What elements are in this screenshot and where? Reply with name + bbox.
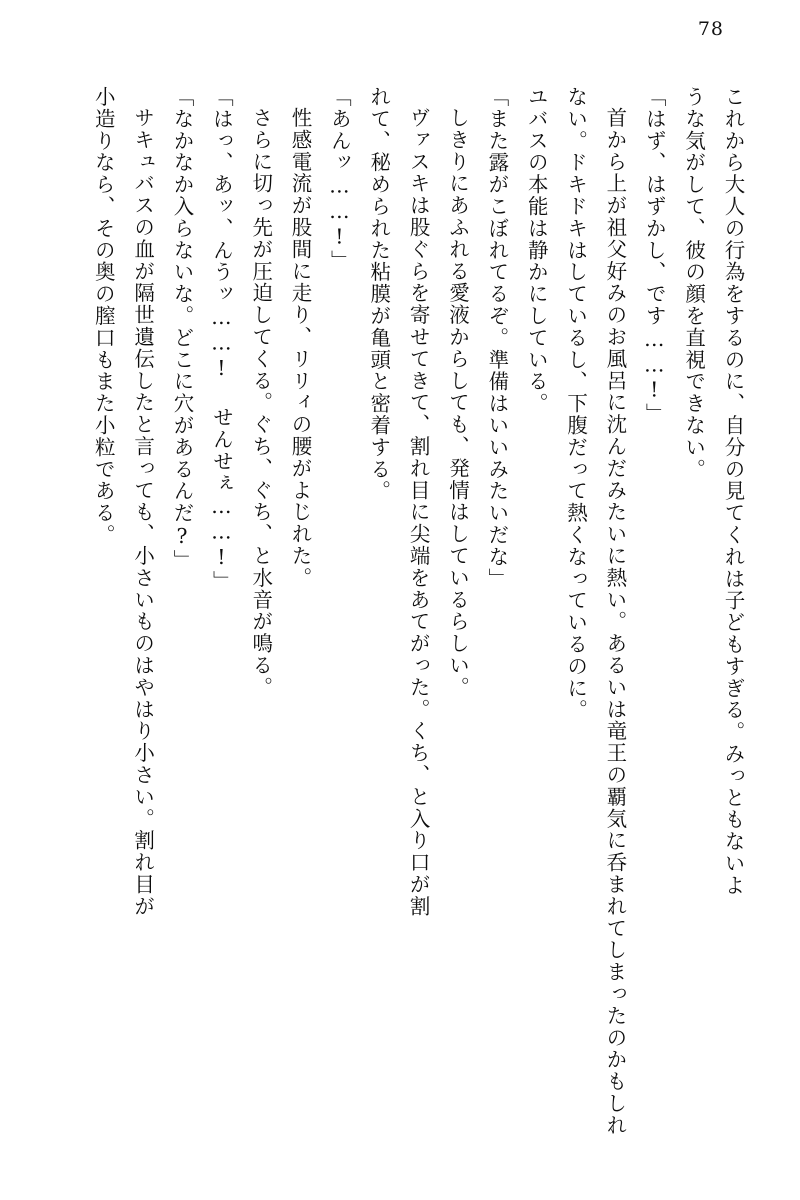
paragraph: ユバスの本能は静かにしている。 <box>524 86 549 415</box>
page-number: 78 <box>697 18 724 40</box>
paragraph: これから大人の行為をするのに、自分の見てくれは子どもすぎる。みっともないよ <box>721 86 745 897</box>
paragraph: 首から上が祖父好みのお風呂に沈んだみたいに熱い。あるいは竜王の覇気に呑まれてしまったのかもしれ <box>602 106 627 1136</box>
paragraph: サキュバスの血が隔世遺伝したと言っても、小さいものはやはり小さい。割れ目が <box>130 106 155 917</box>
page-body-text <box>48 86 752 1136</box>
paragraph: 「なかなか入らないな。どこに穴があるんだ?」 <box>169 86 194 572</box>
paragraph: 「あんッ……!」 <box>327 86 352 272</box>
paragraph: れて、秘められた粘膜が亀頭と密着する。 <box>366 86 391 503</box>
paragraph: しきりにあふれる愛液からしても、発情はしているらしい。 <box>445 106 470 698</box>
paragraph: うな気がして、彼の顔を直視できない。 <box>681 86 706 481</box>
paragraph: ヴァスキは股ぐらを寄せてきて、割れ目に尖端をあてがった。くち、と入り口が割 <box>406 106 431 917</box>
paragraph: 性感電流が股間に走り、リリィの腰がよじれた。 <box>288 106 313 589</box>
paragraph: ない。ドキドキはしているし、下腹だって熱くなっているのに。 <box>563 86 588 722</box>
paragraph: さらに切っ先が圧迫してくる。ぐち、ぐち、と水音が鳴る。 <box>248 106 273 698</box>
paragraph: 「また露がこぼれてるぞ。準備はいいみたいだな」 <box>484 86 509 590</box>
paragraph: 「はっ、あッ、んうッ……! せんせぇ……!」 <box>209 86 234 593</box>
paragraph: 「はず、はずかし、です……!」 <box>642 86 667 425</box>
paragraph: 小造りなら、その奥の膣口もまた小粒である。 <box>91 86 116 546</box>
